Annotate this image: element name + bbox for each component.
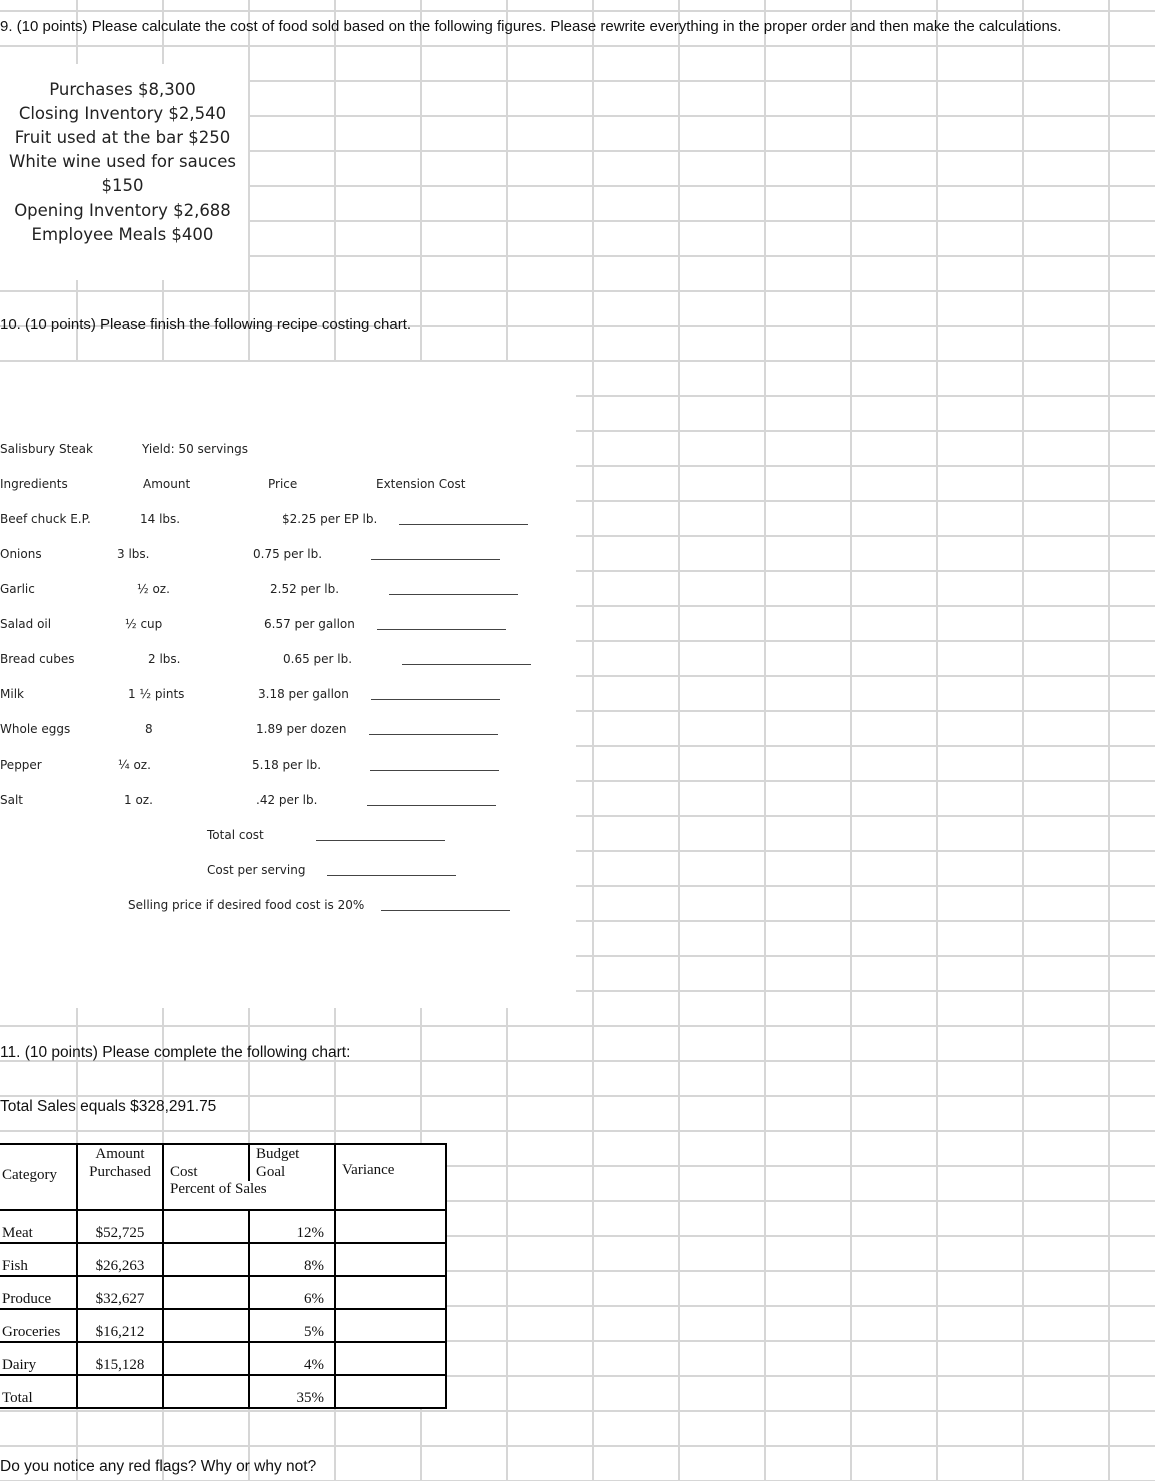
cost-percent-cell[interactable] [163,1276,249,1309]
extension-cost-blank[interactable] [371,559,500,560]
variance-cell[interactable] [335,1276,446,1309]
header-category: Category [0,1144,77,1210]
figure-closing-inventory: Closing Inventory $2,540 [18,104,227,123]
table-row-total [0,1375,446,1408]
extension-cost-blank[interactable] [389,594,518,595]
question-11: 11. (10 points) Please complete the following chart: [0,1044,351,1061]
amount-cell: $26,263 [77,1243,163,1276]
ingredient-amount: 1 oz. [124,793,153,807]
extension-cost-blank[interactable] [377,629,506,630]
ingredient-name: Salt [0,793,24,807]
header-budget-line1: Budget [256,1146,300,1162]
ingredient-price: 0.65 per lb. [283,652,353,666]
ingredient-price: 0.75 per lb. [253,547,323,561]
table-row [0,1276,446,1309]
amount-cell[interactable] [77,1375,163,1408]
category-cell: Total [0,1375,77,1408]
table-row [0,1243,446,1276]
ingredient-amount: 8 [145,722,153,736]
ingredient-price: 1.89 per dozen [256,722,347,736]
amount-cell: $15,128 [77,1342,163,1375]
header-amount-line2: Purchased [89,1164,151,1180]
header-variance: Variance [335,1144,446,1210]
header-extension-cost: Extension Cost [376,477,466,491]
category-cell: Fish [0,1243,77,1276]
ingredient-price: $2.25 per EP lb. [282,512,378,526]
budget-goal-cell: 4% [249,1342,335,1375]
cost-per-serving-blank[interactable] [327,875,456,876]
header-cost: Cost [163,1144,249,1181]
recipe-costing-chart [0,362,576,1008]
budget-goal-cell: 6% [249,1276,335,1309]
recipe-yield: Yield: 50 servings [142,442,248,456]
variance-cell[interactable] [335,1375,446,1408]
cost-per-serving-label: Cost per serving [207,863,306,877]
table-row [0,1210,446,1243]
table-header-row [0,1144,446,1181]
header-budget-goal [249,1144,335,1181]
amount-cell: $52,725 [77,1210,163,1243]
table-row [0,1342,446,1375]
figure-fruit-bar: Fruit used at the bar $250 [14,128,231,147]
ingredient-name: Beef chuck E.P. [0,512,91,526]
question-red-flags: Do you notice any red flags? Why or why not? [0,1458,317,1475]
extension-cost-blank[interactable] [399,524,528,525]
ingredient-name: Whole eggs [0,722,71,736]
ingredient-amount: ½ cup [125,617,163,631]
header-price: Price [268,477,298,491]
header-percent-of-sales: Percent of Sales [163,1181,335,1210]
question-10: 10. (10 points) Please finish the following recipe costing chart. [0,316,412,333]
extension-cost-blank[interactable] [369,734,498,735]
variance-cell[interactable] [335,1210,446,1243]
ingredient-price: 2.52 per lb. [270,582,340,596]
header-amount: Amount [143,477,191,491]
table-row [0,1309,446,1342]
ingredient-name: Pepper [0,758,42,772]
ingredient-amount: 1 ½ pints [128,687,185,701]
ingredient-name: Garlic [0,582,35,596]
cost-percent-cell[interactable] [163,1243,249,1276]
category-cell: Groceries [0,1309,77,1342]
ingredient-price: 3.18 per gallon [258,687,349,701]
selling-price-label: Selling price if desired food cost is 20% [128,898,365,912]
category-cell: Produce [0,1276,77,1309]
figure-opening-inventory: Opening Inventory $2,688 [14,201,231,220]
category-variance-table [0,1143,447,1409]
ingredient-amount: 3 lbs. [117,547,150,561]
ingredient-amount: ½ oz. [137,582,170,596]
cost-percent-cell[interactable] [163,1210,249,1243]
figure-purchases: Purchases $8,300 [49,80,196,99]
variance-cell[interactable] [335,1309,446,1342]
ingredient-name: Milk [0,687,24,701]
category-cell: Meat [0,1210,77,1243]
ingredient-amount: 2 lbs. [148,652,181,666]
cost-percent-cell[interactable] [163,1309,249,1342]
subheader-blank [77,1181,163,1210]
q9-figures-box [0,64,248,280]
header-amount-line1: Amount [95,1146,145,1162]
extension-cost-blank[interactable] [367,805,496,806]
budget-goal-cell: 35% [249,1375,335,1408]
total-sales: Total Sales equals $328,291.75 [0,1098,217,1115]
header-amount-purchased [77,1144,163,1181]
header-budget-line2: Goal [256,1164,286,1180]
ingredient-price: .42 per lb. [256,793,318,807]
total-cost-label: Total cost [207,828,264,842]
ingredient-name: Salad oil [0,617,52,631]
ingredient-amount: 14 lbs. [140,512,181,526]
cost-percent-cell[interactable] [163,1342,249,1375]
ingredient-name: Onions [0,547,42,561]
amount-cell: $32,627 [77,1276,163,1309]
variance-cell[interactable] [335,1342,446,1375]
category-cell: Dairy [0,1342,77,1375]
extension-cost-blank[interactable] [371,699,500,700]
figure-employee-meals: Employee Meals $400 [31,225,214,244]
total-cost-blank[interactable] [316,840,445,841]
ingredient-price: 5.18 per lb. [252,758,322,772]
amount-cell: $16,212 [77,1309,163,1342]
recipe-name: Salisbury Steak [0,442,93,456]
budget-goal-cell: 12% [249,1210,335,1243]
cost-percent-cell[interactable] [163,1375,249,1408]
figure-white-wine-amount: $150 [101,176,144,195]
variance-cell[interactable] [335,1243,446,1276]
figure-white-wine: White wine used for sauces [9,152,236,171]
header-ingredients: Ingredients [0,477,68,491]
ingredient-price: 6.57 per gallon [264,617,355,631]
extension-cost-blank[interactable] [402,664,531,665]
question-9: 9. (10 points) Please calculate the cost of food sold based on the following figures. Please rewrite everything in the proper order and then make the calculations. [0,18,1062,35]
extension-cost-blank[interactable] [370,770,499,771]
budget-goal-cell: 5% [249,1309,335,1342]
budget-goal-cell: 8% [249,1243,335,1276]
ingredient-name: Bread cubes [0,652,75,666]
selling-price-blank[interactable] [381,910,510,911]
ingredient-amount: ¼ oz. [118,758,151,772]
